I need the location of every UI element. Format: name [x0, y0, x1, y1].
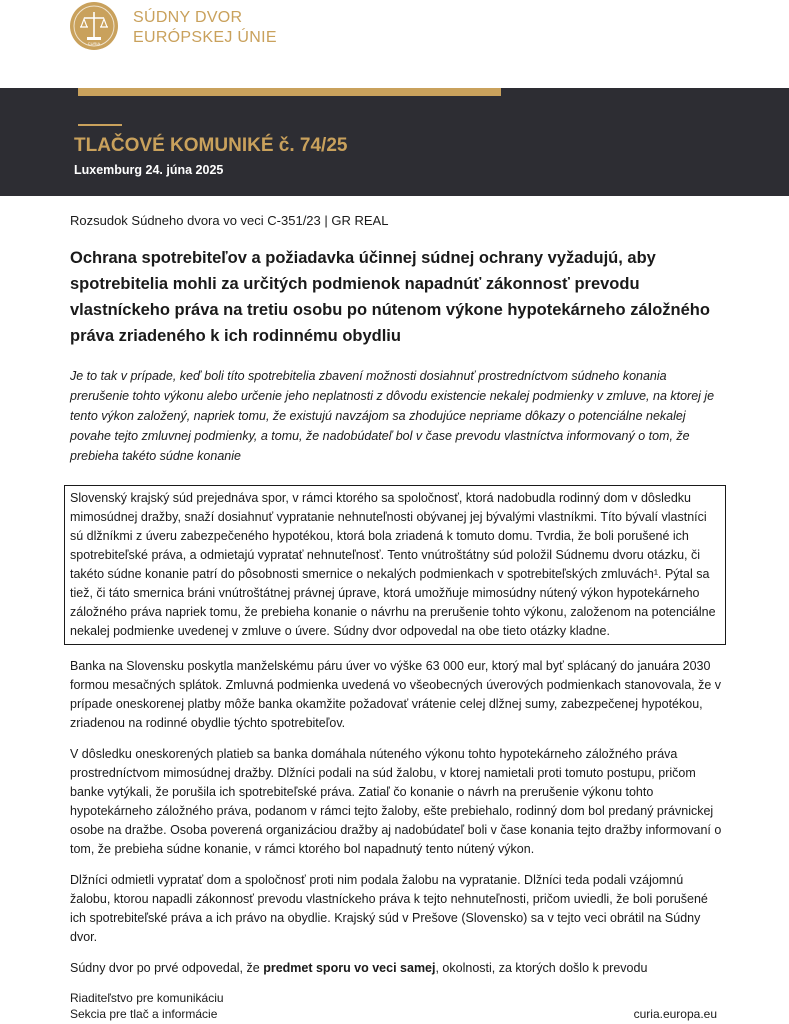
footer-department [70, 990, 224, 1022]
press-release-banner [0, 88, 789, 196]
summary-box: Slovenský krajský súd prejednáva spor, v rámci ktorého sa spoločnosť, ktorá nadobudla rodinný dom v dôsledku mimosúdnej dražby, snaží dosiahnuť vypratanie nehnuteľnosti obývanej jej bývalými vlastníkmi. Títo bývalí vlastníci sú dlžníkmi z úveru zabezpečeného hypotékou, ktorá bola zriadená k tomuto domu. Tvrdia, že boli porušené ich spotrebiteľské práva, a odmietajú vypratať nehnuteľnosť. Tento vnútroštátny súd položil Súdnemu dvoru otázku, či takéto súdne konanie patrí do pôsobnosti smernice o nekalých podmienkach v spotrebiteľských zmluvách¹. Pýtal sa tiež, či táto smernica bráni vnútroštátnej právnej úprave, ktorá umožňuje mimosúdny nútený výkon hypotekárneho záložného práva napriek tomu, že prebieha konanie o návrhu na prerušenie tohto výkonu, založenom na potenciálne nekalej podmienke uvedenej v zmluve o úvere. Súdny dvor odpovedal na obe tieto otázky kladne. [64, 485, 726, 645]
org-name-line2: EURÓPSKEJ ÚNIE [133, 29, 277, 46]
banner-accent-bar [78, 88, 501, 96]
page-header [0, 0, 789, 88]
svg-text:CURIA: CURIA [87, 41, 101, 46]
footer-line2: Sekcia pre tlač a informácie [70, 1007, 218, 1021]
body-paragraph-4 [70, 959, 725, 978]
body-paragraph-4-start: Súdny dvor po prvé odpovedal, že [70, 961, 264, 975]
footer-website-link[interactable]: curia.europa.eu [633, 1007, 717, 1021]
org-name-line1: SÚDNY DVOR [133, 9, 243, 26]
banner-accent-rule [78, 124, 122, 126]
body-paragraph-2: V dôsledku oneskorených platieb sa banka domáhala núteného výkonu tohto hypotekárneho záložného práva prostredníctvom mimosúdnej dražby. Dlžníci podali na súd žalobu, v ktorej namietali proti tomuto postupu, pričom banke vytýkali, že porušila ich spotrebiteľské práva. Zatiaľ čo konanie o návrh na prerušenie výkonu tohto hypotekárneho záložného práva, podanom v rámci tejto žaloby, ešte prebiehalo, rodinný dom bol predaný právnickej osobe na dražbe. Osoba poverená organizáciou dražby aj nadobúdateľ boli v čase konania tejto dražby informovaní o tom, že prebieha súdne konanie, v rámci ktorého bol napadnutý tento nútený výkon. [70, 747, 722, 856]
press-release-title: TLAČOVÉ KOMUNIKÉ č. 74/25 [74, 135, 348, 156]
footer-line1: Riaditeľstvo pre komunikáciu [70, 991, 224, 1005]
press-release-date: Luxemburg 24. júna 2025 [74, 163, 224, 177]
court-emblem-icon [70, 2, 118, 50]
body-paragraph-3: Dlžníci odmietli vypratať dom a spoločnosť proti nim podala žalobu na vypratanie. Dlžníci teda podali vzájomnú žalobu, ktorou napadli zákonnosť prevodu vlastníckeho práva k tejto nehnuteľnosti, pričom uviedli, že boli porušené ich spotrebiteľské práva a ich právo na obydlie. Krajský súd v Prešove (Slovensko) sa v tejto veci obrátil na Súdny dvor. [70, 873, 708, 944]
document-body [70, 212, 725, 978]
body-paragraph-4-bold: predmet sporu vo veci samej [263, 961, 436, 975]
subheadline: Je to tak v prípade, keď boli títo spotrebitelia zbavení možnosti dosiahnuť prostredníctvom súdneho konania prerušenie tohto výkonu alebo určenie jeho neplatnosti z dôvodu existencie nekalej podmienky v zmluve, na ktorej je tento výkon založený, napriek tomu, že existujú navzájom sa zhodujúce nepriame dôkazy o potenciálne nekalej povahe tejto zmluvnej podmienky, a tomu, že nadobúdateľ bol v čase prevodu vlastníctva informovaný o tom, že prebieha takéto súdne konanie [70, 369, 715, 463]
body-paragraph-1: Banka na Slovensku poskytla manželskému páru úver vo výške 63 000 eur, ktorý mal byť splácaný do januára 2030 formou mesačných splátok. Zmluvná podmienka uvedená vo všeobecných úverových podmienkach stanovovala, že v prípade oneskorenej platby môže banka okamžite požadovať vrátenie celej dlžnej sumy, zabezpečenej hypotékou, zriadenou na rodinné obydlie týchto spotrebiteľov. [70, 659, 722, 730]
headline: Ochrana spotrebiteľov a požiadavka účinnej súdnej ochrany vyžadujú, aby spotrebitelia mohli za určitých podmienok napadnúť zákonnosť prevodu vlastníckeho práva na tretiu osobu po nútenom výkone hypotekárneho záložného práva zriadeného k ich rodinnému obydliu [70, 249, 710, 345]
org-name [133, 8, 277, 48]
judgment-reference: Rozsudok Súdneho dvora vo veci C-351/23 | GR REAL [70, 213, 389, 228]
body-paragraph-4-end: , okolnosti, za ktorých došlo k prevodu [435, 961, 648, 975]
